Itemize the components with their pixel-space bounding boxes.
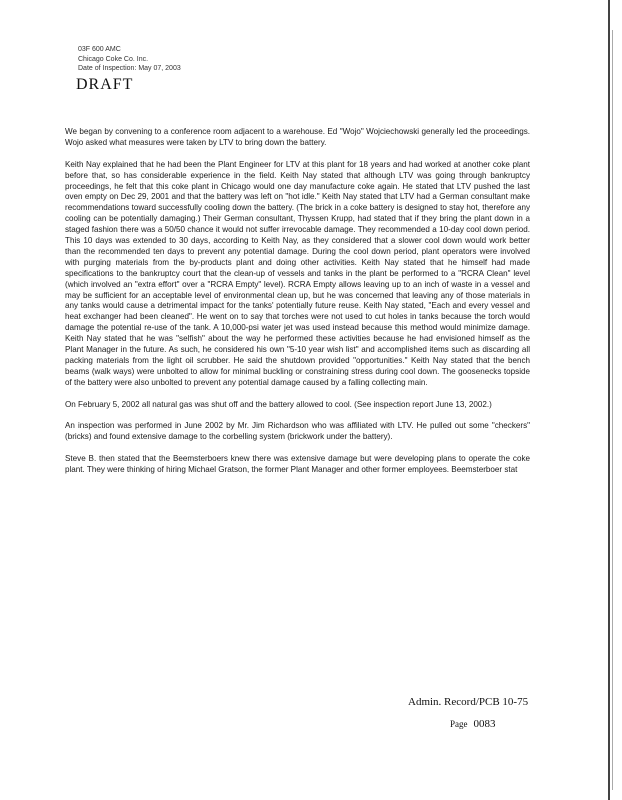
page-label: Page	[450, 719, 468, 729]
header-company-line: Chicago Coke Co. Inc.	[78, 55, 149, 63]
paragraph-inspection: An inspection was performed in June 2002 by Mr. Jim Richardson who was affiliated with LTV. He pulled out some "checkers" (bricks) and found extensive damage to the corbelling system (brickwork under the battery).	[65, 421, 530, 442]
header-id-line: 03F 600 AMC	[78, 46, 121, 53]
scan-edge-line-secondary	[612, 30, 613, 790]
page-number: 0083	[473, 718, 496, 730]
header-date-line: Date of Inspection: May 07, 2003	[78, 65, 181, 72]
scan-edge-line	[608, 0, 610, 800]
paragraph-intro: We began by convening to a conference room adjacent to a warehouse. Ed "Wojo" Wojciechowski generally led the proceedings. Wojo asked what measures were taken by LTV to bring down the battery.	[65, 127, 530, 147]
document-header	[78, 45, 181, 74]
admin-record-stamp: Admin. Record/PCB 10-75	[408, 696, 529, 708]
page-number-stamp	[450, 718, 496, 730]
paragraph-beemsterboers: Steve B. then stated that the Beemsterboers knew there was extensive damage but were developing plans to operate the coke plant. They were thinking of hiring Michael Gratson, the former Plant Manager and other former employees. Beemsterboer stat	[65, 454, 530, 475]
paragraph-gas-shutoff: On February 5, 2002 all natural gas was shut off and the battery allowed to cool. (See inspection report June 13, 2002.)	[65, 399, 492, 409]
paragraph-keith-nay: Keith Nay explained that he had been the Plant Engineer for LTV at this plant for 18 years and had worked at another coke plant before that, so has considerable experience in the field. Keith Nay stated that although LTV was going through bankruptcy proceedings, he felt that this coke plant in Chicago would one day manufacture coke again. He stated that LTV pushed the last oven empty on Dec 29, 2001 and that the battery was left on "hot idle." Keith Nay stated that LTV had a German consultant make recommendations toward successfully cooling down the battery. (The brick in a coke battery is designed to stay hot, therefore any cooling can be potentially damaging.) Their German consultant, Thyssen Krupp, had stated that if they bring the plant down in a staged fashion there was a 50/50 chance it would not suffer irrevocable damage. They recommended a 10-day cool down period. This 10 days was extended to 30 days, according to Keith Nay, as they considered that a slower cool down would work better than the recommended ten days to prevent any potential damage. During the cool down period, plant operators were involved with purging materials from the by-products plant and doing other activities. Keith Nay stated that he himself had made specifications to the bankruptcy court that the clean-up of vessels and tanks in the plant be performed to a "RCRA Clean" level (which involved an "extra effort" over a "RCRA Empty" level). RCRA Empty allows leaving up to an inch of waste in a vessel and may be sufficient for an acceptable level of environmental clean up, but he was concerned that leaving any of those materials in any tanks would cause a detrimental impact for the tanks' potentially future reuse. Keith Nay stated, "Each and every vessel and heat exchanger had been cleaned". He went on to say that torches were not used to cut holes in tanks because the torch would damage the potential re-use of the tank. A 10,000-psi water jet was used instead because this method would minimize damage. Keith Nay stated that he was "selfish" about the way he performed these activities because he had envisioned himself as the Plant Manager in the future. As such, he considered his own "5-10 year wish list" and accomplished items such as discarding all packing materials from the light oil scrubber. He said the shutdown provided "opportunities." Keith Nay stated that the bench beams (walk ways) were unbolted to allow for minimal buckling or constraining stress during cool down. The goosenecks topside of the battery were also unbolted to prevent any potential damage caused by a falling collecting main.	[65, 159, 530, 387]
document-body	[65, 127, 530, 487]
draft-label: DRAFT	[76, 76, 134, 93]
